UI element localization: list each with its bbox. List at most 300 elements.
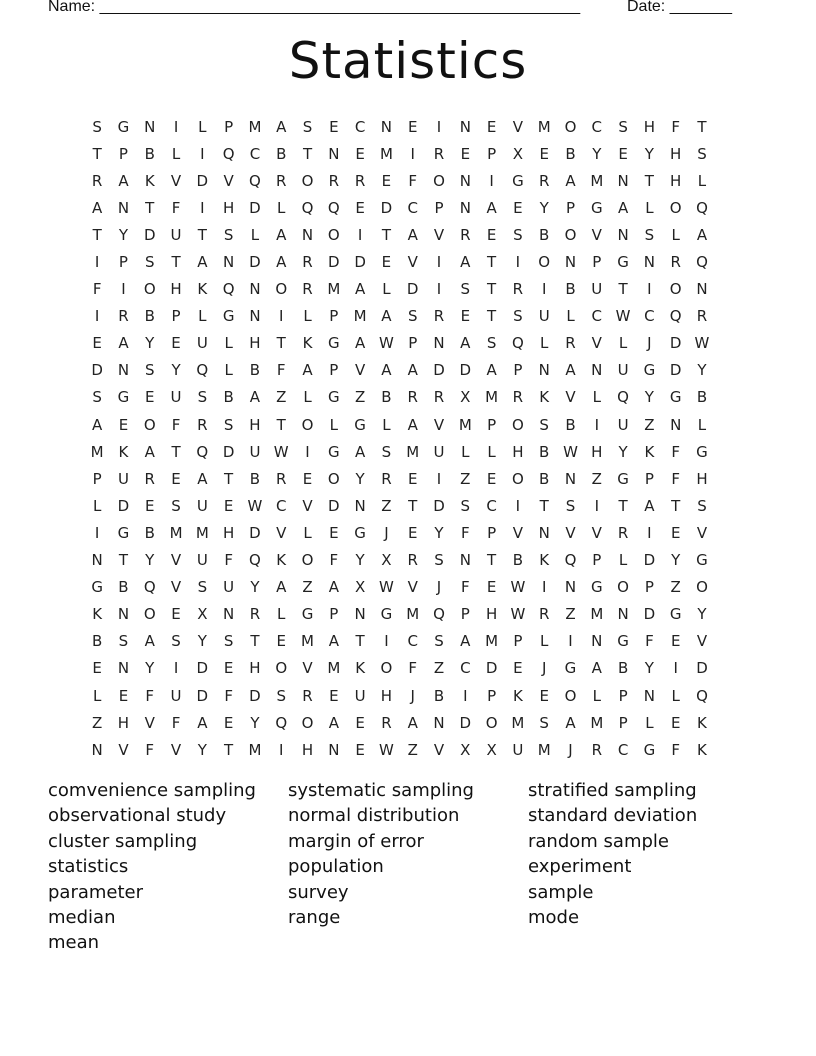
grid-cell[interactable]: P: [513, 361, 523, 380]
grid-cell[interactable]: L: [566, 307, 575, 326]
grid-cell[interactable]: W: [378, 578, 394, 597]
grid-cell[interactable]: A: [118, 171, 129, 190]
grid-cell[interactable]: V: [433, 225, 445, 244]
grid-cell[interactable]: W: [615, 307, 631, 326]
grid-cell[interactable]: L: [697, 415, 707, 434]
grid-cell[interactable]: V: [118, 740, 129, 759]
grid-cell[interactable]: Q: [564, 551, 577, 570]
grid-cell[interactable]: F: [92, 280, 102, 299]
grid-cell[interactable]: M: [90, 442, 104, 461]
grid-cell[interactable]: O: [327, 469, 340, 488]
grid-cell[interactable]: E: [670, 523, 681, 542]
grid-cell[interactable]: Q: [196, 361, 209, 380]
grid-cell[interactable]: Q: [617, 388, 629, 407]
grid-cell[interactable]: M: [485, 388, 499, 407]
grid-cell[interactable]: F: [460, 578, 470, 597]
grid-cell[interactable]: D: [143, 225, 156, 244]
grid-cell[interactable]: W: [510, 578, 526, 597]
grid-cell[interactable]: K: [355, 659, 366, 678]
grid-cell[interactable]: D: [459, 713, 472, 732]
grid-cell[interactable]: N: [538, 361, 550, 380]
grid-cell[interactable]: V: [433, 740, 445, 759]
grid-cell[interactable]: I: [410, 144, 415, 163]
grid-cell[interactable]: M: [195, 523, 209, 542]
grid-cell[interactable]: Y: [434, 523, 444, 542]
grid-cell[interactable]: C: [460, 659, 471, 678]
grid-cell[interactable]: D: [485, 659, 498, 678]
grid-cell[interactable]: U: [433, 442, 445, 461]
grid-cell[interactable]: A: [591, 659, 602, 678]
grid-cell[interactable]: V: [591, 523, 602, 542]
grid-cell[interactable]: P: [513, 632, 523, 651]
grid-cell[interactable]: F: [671, 469, 680, 488]
grid-cell[interactable]: Y: [671, 551, 681, 570]
grid-cell[interactable]: G: [643, 740, 656, 759]
grid-cell[interactable]: A: [460, 632, 471, 651]
grid-cell[interactable]: E: [381, 253, 392, 272]
grid-cell[interactable]: V: [276, 523, 287, 542]
grid-cell[interactable]: G: [117, 117, 130, 136]
grid-cell[interactable]: O: [669, 280, 682, 299]
grid-cell[interactable]: R: [433, 307, 445, 326]
grid-cell[interactable]: F: [671, 117, 680, 136]
grid-cell[interactable]: P: [408, 334, 418, 353]
grid-cell[interactable]: Y: [197, 632, 207, 651]
grid-cell[interactable]: V: [407, 253, 418, 272]
grid-cell[interactable]: A: [328, 578, 339, 597]
grid-cell[interactable]: K: [512, 686, 523, 705]
grid-cell[interactable]: V: [696, 523, 708, 542]
grid-cell[interactable]: F: [171, 415, 181, 434]
grid-cell[interactable]: D: [406, 280, 419, 299]
grid-cell[interactable]: H: [485, 605, 498, 624]
grid-cell[interactable]: N: [591, 361, 603, 380]
grid-cell[interactable]: T: [171, 253, 181, 272]
grid-cell[interactable]: B: [565, 415, 576, 434]
grid-cell[interactable]: T: [302, 144, 313, 163]
grid-cell[interactable]: O: [380, 659, 393, 678]
grid-cell[interactable]: Y: [118, 225, 129, 244]
grid-cell[interactable]: U: [170, 686, 182, 705]
grid-cell[interactable]: N: [433, 334, 445, 353]
grid-cell[interactable]: R: [381, 469, 392, 488]
grid-cell[interactable]: V: [302, 496, 313, 515]
grid-cell[interactable]: F: [671, 740, 680, 759]
grid-cell[interactable]: E: [486, 578, 497, 597]
grid-cell[interactable]: R: [276, 469, 287, 488]
grid-cell[interactable]: K: [302, 334, 313, 353]
grid-cell[interactable]: D: [196, 659, 209, 678]
grid-cell[interactable]: I: [279, 740, 284, 759]
grid-cell[interactable]: Q: [696, 253, 708, 272]
grid-cell[interactable]: E: [171, 334, 181, 353]
grid-cell[interactable]: D: [249, 198, 261, 217]
grid-cell[interactable]: X: [354, 578, 366, 597]
grid-cell[interactable]: R: [512, 280, 524, 299]
grid-cell[interactable]: Y: [644, 388, 654, 407]
grid-cell[interactable]: L: [382, 280, 391, 299]
grid-cell[interactable]: E: [223, 713, 234, 732]
grid-cell[interactable]: D: [669, 334, 682, 353]
grid-cell[interactable]: E: [618, 144, 628, 163]
grid-cell[interactable]: Q: [222, 280, 235, 299]
grid-cell[interactable]: V: [591, 334, 602, 353]
grid-cell[interactable]: A: [144, 632, 155, 651]
grid-cell[interactable]: U: [512, 740, 524, 759]
grid-cell[interactable]: I: [200, 144, 205, 163]
grid-cell[interactable]: L: [171, 144, 181, 163]
grid-cell[interactable]: N: [91, 740, 103, 759]
grid-cell[interactable]: X: [197, 605, 208, 624]
grid-cell[interactable]: O: [301, 713, 314, 732]
grid-cell[interactable]: D: [380, 198, 393, 217]
grid-cell[interactable]: I: [436, 469, 442, 488]
grid-cell[interactable]: Y: [145, 551, 155, 570]
grid-cell[interactable]: S: [197, 388, 208, 407]
grid-cell[interactable]: S: [407, 307, 418, 326]
grid-cell[interactable]: J: [647, 334, 652, 353]
grid-cell[interactable]: M: [301, 632, 314, 651]
grid-cell[interactable]: S: [565, 496, 576, 515]
grid-cell[interactable]: R: [512, 388, 524, 407]
grid-cell[interactable]: T: [92, 144, 102, 163]
grid-cell[interactable]: A: [354, 334, 366, 353]
grid-cell[interactable]: C: [249, 144, 261, 163]
grid-cell[interactable]: I: [647, 280, 652, 299]
grid-cell[interactable]: O: [301, 415, 314, 434]
grid-cell[interactable]: O: [669, 198, 682, 217]
grid-cell[interactable]: H: [643, 117, 656, 136]
grid-cell[interactable]: T: [276, 334, 286, 353]
grid-cell[interactable]: I: [463, 686, 468, 705]
grid-cell[interactable]: L: [277, 198, 286, 217]
grid-cell[interactable]: T: [224, 740, 234, 759]
grid-cell[interactable]: A: [92, 415, 103, 434]
grid-cell[interactable]: P: [460, 605, 470, 624]
grid-cell[interactable]: L: [277, 605, 286, 624]
grid-cell[interactable]: C: [407, 198, 418, 217]
grid-cell[interactable]: Y: [618, 442, 628, 461]
grid-cell[interactable]: X: [512, 144, 524, 163]
grid-cell[interactable]: S: [223, 415, 234, 434]
grid-cell[interactable]: R: [144, 469, 155, 488]
grid-cell[interactable]: O: [617, 578, 629, 597]
grid-cell[interactable]: Q: [301, 198, 314, 217]
grid-cell[interactable]: S: [197, 578, 208, 597]
grid-cell[interactable]: O: [143, 415, 156, 434]
grid-cell[interactable]: N: [670, 415, 682, 434]
grid-cell[interactable]: V: [591, 225, 602, 244]
grid-cell[interactable]: E: [276, 632, 286, 651]
grid-cell[interactable]: Y: [644, 659, 654, 678]
grid-cell[interactable]: E: [407, 469, 418, 488]
grid-cell[interactable]: A: [381, 307, 392, 326]
grid-cell[interactable]: P: [329, 605, 339, 624]
grid-cell[interactable]: D: [354, 253, 366, 272]
grid-cell[interactable]: S: [92, 388, 102, 407]
grid-cell[interactable]: R: [433, 388, 445, 407]
grid-cell[interactable]: S: [144, 361, 155, 380]
grid-cell[interactable]: L: [540, 632, 549, 651]
grid-cell[interactable]: L: [382, 415, 391, 434]
grid-cell[interactable]: S: [460, 280, 471, 299]
grid-cell[interactable]: E: [92, 659, 102, 678]
grid-cell[interactable]: D: [643, 605, 656, 624]
grid-cell[interactable]: T: [171, 442, 181, 461]
grid-cell[interactable]: F: [329, 551, 339, 570]
grid-cell[interactable]: E: [223, 659, 234, 678]
grid-cell[interactable]: U: [591, 280, 603, 299]
grid-cell[interactable]: S: [513, 307, 523, 326]
grid-cell[interactable]: P: [565, 198, 576, 217]
grid-cell[interactable]: A: [407, 225, 418, 244]
grid-cell[interactable]: S: [302, 117, 313, 136]
grid-cell[interactable]: G: [117, 388, 130, 407]
grid-cell[interactable]: F: [145, 740, 155, 759]
grid-cell[interactable]: J: [568, 740, 573, 759]
grid-cell[interactable]: D: [222, 442, 235, 461]
grid-cell[interactable]: G: [380, 605, 393, 624]
grid-cell[interactable]: N: [328, 740, 340, 759]
grid-cell[interactable]: T: [487, 253, 497, 272]
grid-cell[interactable]: A: [249, 388, 261, 407]
grid-cell[interactable]: E: [355, 713, 365, 732]
grid-cell[interactable]: V: [170, 578, 182, 597]
grid-cell[interactable]: I: [594, 496, 599, 515]
grid-cell[interactable]: E: [513, 659, 523, 678]
grid-cell[interactable]: L: [671, 686, 680, 705]
grid-cell[interactable]: B: [223, 388, 234, 407]
grid-cell[interactable]: D: [196, 171, 209, 190]
grid-cell[interactable]: H: [380, 686, 393, 705]
grid-cell[interactable]: Y: [171, 361, 181, 380]
grid-cell[interactable]: D: [196, 686, 209, 705]
grid-cell[interactable]: H: [696, 469, 708, 488]
grid-cell[interactable]: S: [697, 144, 707, 163]
grid-cell[interactable]: R: [565, 334, 576, 353]
date-field[interactable]: Date: _______: [627, 0, 732, 15]
grid-cell[interactable]: L: [592, 388, 601, 407]
grid-cell[interactable]: M: [537, 117, 551, 136]
grid-cell[interactable]: V: [170, 171, 182, 190]
grid-cell[interactable]: A: [354, 442, 366, 461]
grid-cell[interactable]: O: [327, 225, 340, 244]
grid-cell[interactable]: T: [618, 280, 628, 299]
grid-cell[interactable]: Y: [355, 469, 365, 488]
grid-cell[interactable]: T: [487, 307, 497, 326]
grid-cell[interactable]: N: [696, 280, 708, 299]
grid-cell[interactable]: N: [301, 225, 314, 244]
grid-cell[interactable]: E: [329, 523, 339, 542]
grid-cell[interactable]: P: [618, 686, 628, 705]
grid-cell[interactable]: A: [407, 415, 418, 434]
grid-cell[interactable]: V: [144, 713, 155, 732]
grid-cell[interactable]: E: [171, 605, 181, 624]
grid-cell[interactable]: A: [460, 334, 471, 353]
grid-cell[interactable]: A: [565, 171, 576, 190]
grid-cell[interactable]: O: [485, 713, 498, 732]
grid-cell[interactable]: O: [301, 551, 314, 570]
grid-cell[interactable]: T: [276, 415, 286, 434]
grid-cell[interactable]: I: [541, 578, 547, 597]
grid-cell[interactable]: I: [357, 225, 363, 244]
grid-cell[interactable]: A: [486, 361, 497, 380]
grid-cell[interactable]: T: [224, 469, 234, 488]
grid-cell[interactable]: P: [644, 578, 654, 597]
grid-cell[interactable]: N: [643, 686, 655, 705]
grid-cell[interactable]: E: [118, 415, 129, 434]
grid-cell[interactable]: O: [538, 253, 551, 272]
grid-cell[interactable]: O: [275, 659, 288, 678]
grid-cell[interactable]: H: [249, 334, 261, 353]
grid-cell[interactable]: P: [171, 307, 181, 326]
grid-cell[interactable]: F: [671, 442, 680, 461]
grid-cell[interactable]: Q: [511, 334, 524, 353]
grid-cell[interactable]: B: [696, 388, 708, 407]
grid-cell[interactable]: H: [222, 523, 235, 542]
grid-cell[interactable]: S: [460, 496, 471, 515]
grid-cell[interactable]: Q: [696, 198, 708, 217]
name-field[interactable]: Name: ______________________________________________________: [48, 0, 581, 15]
grid-cell[interactable]: H: [117, 713, 130, 732]
grid-cell[interactable]: F: [224, 686, 233, 705]
grid-cell[interactable]: K: [697, 713, 707, 732]
grid-cell[interactable]: Z: [354, 388, 366, 407]
grid-cell[interactable]: R: [460, 225, 471, 244]
grid-cell[interactable]: G: [643, 361, 656, 380]
grid-cell[interactable]: O: [143, 605, 156, 624]
grid-cell[interactable]: X: [460, 388, 471, 407]
grid-cell[interactable]: G: [617, 253, 629, 272]
grid-cell[interactable]: A: [407, 361, 418, 380]
grid-cell[interactable]: R: [249, 605, 261, 624]
grid-cell[interactable]: S: [171, 496, 181, 515]
grid-cell[interactable]: D: [249, 686, 261, 705]
grid-cell[interactable]: Z: [407, 740, 418, 759]
grid-cell[interactable]: Z: [460, 469, 471, 488]
grid-cell[interactable]: Z: [591, 469, 602, 488]
grid-cell[interactable]: L: [592, 686, 601, 705]
grid-cell[interactable]: Z: [433, 659, 445, 678]
grid-cell[interactable]: S: [513, 225, 523, 244]
grid-cell[interactable]: W: [378, 740, 394, 759]
grid-cell[interactable]: S: [539, 415, 549, 434]
grid-cell[interactable]: V: [223, 171, 234, 190]
grid-cell[interactable]: R: [433, 144, 445, 163]
grid-cell[interactable]: A: [118, 334, 129, 353]
grid-cell[interactable]: O: [564, 686, 577, 705]
grid-cell[interactable]: T: [671, 496, 681, 515]
grid-cell[interactable]: P: [592, 253, 602, 272]
grid-cell[interactable]: K: [539, 551, 550, 570]
grid-cell[interactable]: M: [537, 740, 551, 759]
grid-cell[interactable]: D: [249, 523, 261, 542]
grid-cell[interactable]: R: [276, 171, 287, 190]
grid-cell[interactable]: W: [510, 605, 526, 624]
grid-cell[interactable]: N: [617, 171, 629, 190]
grid-cell[interactable]: Q: [669, 307, 682, 326]
grid-cell[interactable]: R: [538, 605, 550, 624]
grid-cell[interactable]: C: [591, 307, 603, 326]
grid-cell[interactable]: N: [117, 361, 130, 380]
grid-cell[interactable]: C: [644, 307, 655, 326]
grid-cell[interactable]: H: [170, 280, 182, 299]
grid-cell[interactable]: P: [487, 415, 497, 434]
grid-cell[interactable]: I: [94, 307, 100, 326]
grid-cell[interactable]: N: [91, 551, 103, 570]
grid-cell[interactable]: T: [355, 632, 365, 651]
grid-cell[interactable]: T: [145, 198, 155, 217]
grid-cell[interactable]: Z: [302, 578, 313, 597]
grid-cell[interactable]: G: [354, 415, 366, 434]
grid-cell[interactable]: A: [460, 253, 471, 272]
grid-cell[interactable]: I: [173, 659, 179, 678]
grid-cell[interactable]: V: [170, 740, 182, 759]
grid-cell[interactable]: N: [354, 605, 366, 624]
grid-cell[interactable]: M: [511, 713, 525, 732]
grid-cell[interactable]: P: [118, 144, 128, 163]
grid-cell[interactable]: R: [591, 740, 602, 759]
grid-cell[interactable]: N: [459, 551, 471, 570]
grid-cell[interactable]: I: [384, 632, 389, 651]
grid-cell[interactable]: M: [458, 415, 472, 434]
grid-cell[interactable]: S: [223, 632, 234, 651]
grid-cell[interactable]: L: [92, 496, 102, 515]
grid-cell[interactable]: R: [696, 307, 708, 326]
grid-cell[interactable]: E: [302, 469, 313, 488]
grid-cell[interactable]: Y: [250, 713, 260, 732]
grid-cell[interactable]: O: [511, 415, 524, 434]
grid-cell[interactable]: K: [92, 605, 103, 624]
grid-cell[interactable]: G: [91, 578, 103, 597]
grid-cell[interactable]: Y: [697, 361, 707, 380]
grid-cell[interactable]: R: [197, 415, 208, 434]
grid-cell[interactable]: N: [249, 307, 261, 326]
grid-cell[interactable]: U: [223, 578, 235, 597]
grid-cell[interactable]: B: [539, 442, 550, 461]
grid-cell[interactable]: S: [223, 225, 234, 244]
grid-cell[interactable]: I: [94, 523, 100, 542]
grid-cell[interactable]: N: [591, 632, 603, 651]
grid-cell[interactable]: A: [354, 280, 366, 299]
grid-cell[interactable]: I: [568, 632, 573, 651]
grid-cell[interactable]: E: [381, 171, 392, 190]
grid-cell[interactable]: G: [669, 388, 682, 407]
grid-cell[interactable]: I: [515, 496, 521, 515]
grid-cell[interactable]: A: [565, 713, 576, 732]
grid-cell[interactable]: M: [248, 117, 262, 136]
grid-cell[interactable]: T: [118, 551, 129, 570]
grid-cell[interactable]: C: [486, 496, 497, 515]
grid-cell[interactable]: J: [410, 686, 415, 705]
grid-cell[interactable]: L: [303, 388, 312, 407]
grid-cell[interactable]: N: [328, 144, 340, 163]
grid-cell[interactable]: E: [670, 713, 681, 732]
grid-cell[interactable]: O: [696, 578, 708, 597]
grid-cell[interactable]: P: [224, 117, 234, 136]
grid-cell[interactable]: Q: [249, 551, 261, 570]
grid-cell[interactable]: B: [565, 280, 576, 299]
grid-cell[interactable]: B: [249, 469, 261, 488]
grid-cell[interactable]: E: [539, 686, 549, 705]
grid-cell[interactable]: I: [121, 280, 126, 299]
grid-cell[interactable]: G: [669, 605, 682, 624]
grid-cell[interactable]: W: [694, 334, 710, 353]
grid-cell[interactable]: M: [379, 144, 393, 163]
grid-cell[interactable]: V: [565, 523, 576, 542]
grid-cell[interactable]: K: [276, 551, 287, 570]
grid-cell[interactable]: E: [486, 469, 497, 488]
